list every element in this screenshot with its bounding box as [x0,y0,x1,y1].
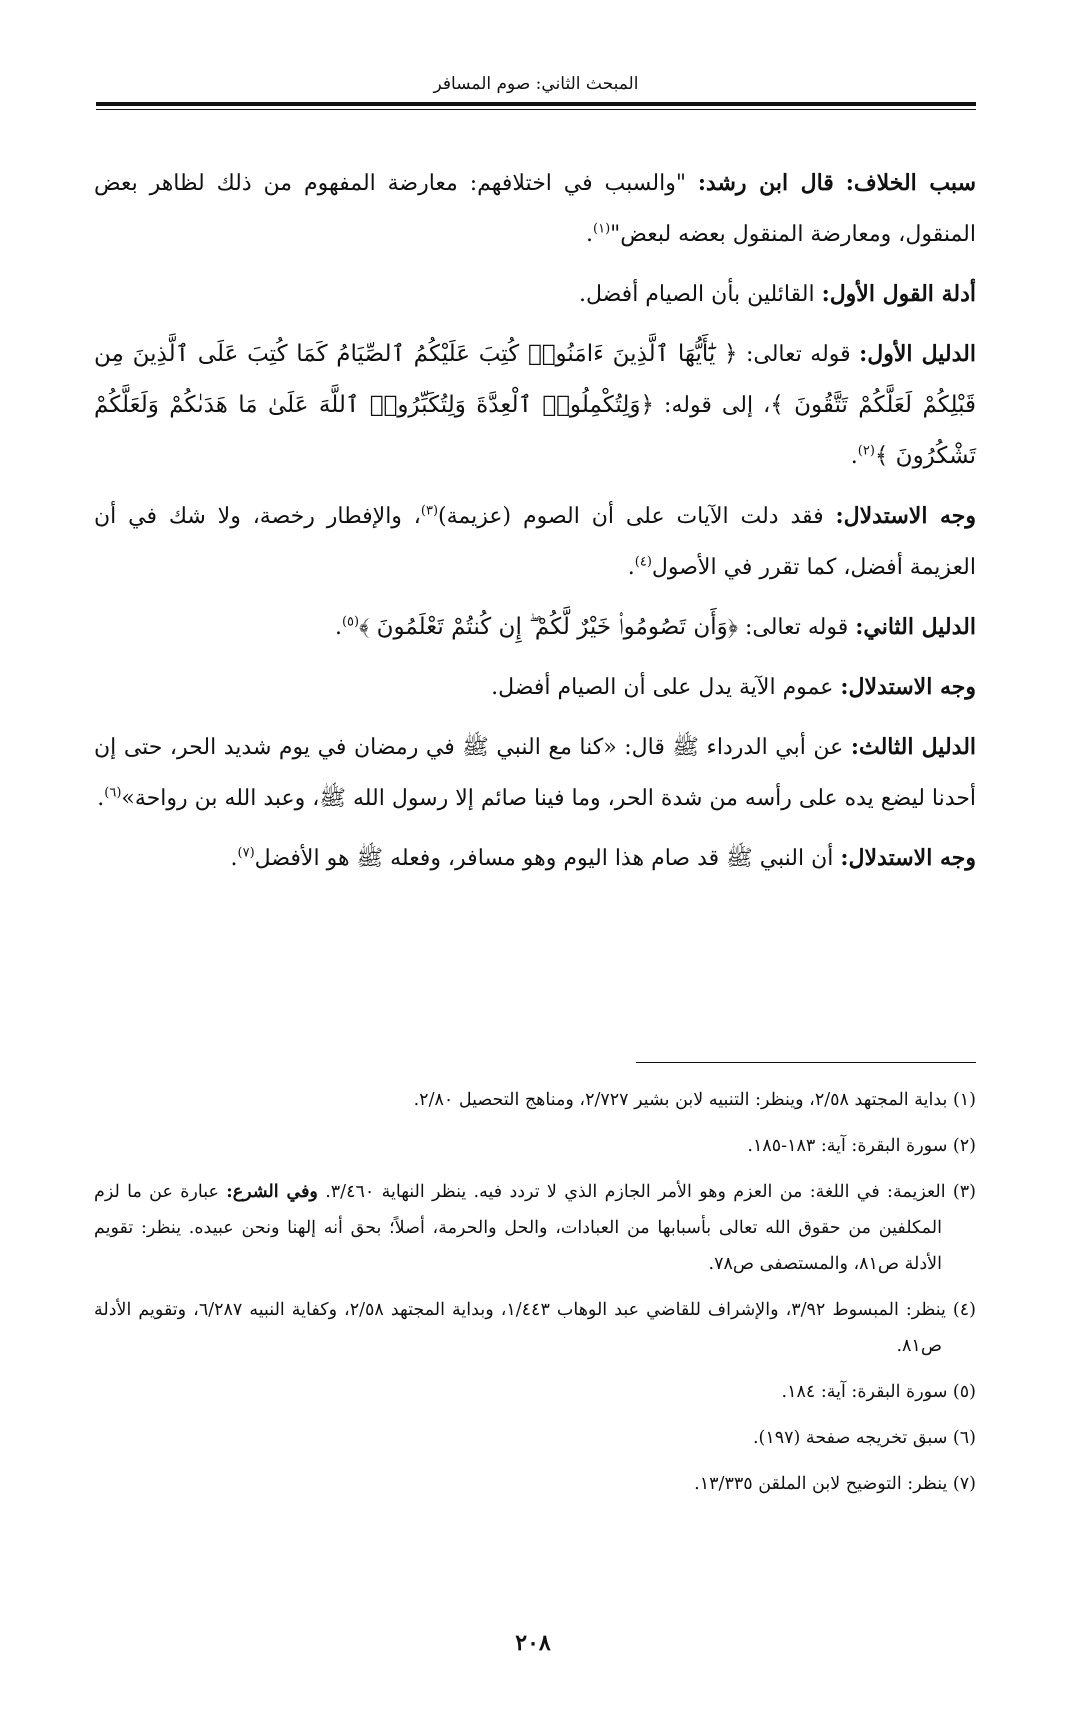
paragraph-text: قوله تعالى: [737,615,856,640]
footnote-3 [94,1174,976,1282]
footnote-ref[interactable]: (٢) [857,443,875,459]
paragraph-end: . [586,222,594,247]
footnote-6: (٦) سبق تخريجه صفحة (١٩٧). [752,1428,976,1448]
paragraph-end: . [627,555,635,580]
paragraph-third-evidence [94,722,976,824]
paragraph-inference-2 [94,662,976,713]
paragraph-text: قوله تعالى: [737,342,860,367]
footnote-1: (١) بداية المجتهد ٢/٥٨، وينظر: التنبيه لابن بشير ٢/٧٢٧، ومناهج التحصيل ٢/٨٠. [413,1090,976,1110]
paragraph-text: ، إلى قوله: [653,393,771,418]
footnote-ref[interactable]: (١) [593,221,611,237]
paragraph-label: الدليل الأول: [859,341,976,367]
footnote-ref[interactable]: (٣) [420,503,439,519]
header-rule-thin [96,109,976,110]
footnote-ref[interactable]: (٧) [237,845,255,861]
paragraph-inference-1 [94,491,976,593]
footnote-5: (٥) سورة البقرة: آية: ١٨٤. [781,1382,976,1402]
footnote-ref[interactable]: (٤) [634,554,652,570]
footnote-2: (٢) سورة البقرة: آية: ١٨٣-١٨٥. [747,1136,976,1156]
quran-verse: ﴿ يَٰٓأَيُّهَا ٱلَّذِينَ ءَامَنُوا۟ كُتِبَ عَلَيْكُمُ ٱلصِّيَامُ كَمَا كُتِبَ عَلَى ٱلَّذِينَ مِن قَبْلِكُمْ لَعَلَّكُمْ تَتَّقُونَ ﴾ [94,341,976,418]
quran-verse: ﴿وَلِتُكْمِلُوا۟ ٱلْعِدَّةَ وَلِتُكَبِّرُوا۟ ٱللَّهَ عَلَىٰ مَا هَدَىٰكُمْ وَلَعَلَّكُمْ تَشْكُرُونَ ﴾ [94,392,976,469]
paragraph-text: القائلين بأن الصيام أفضل. [578,282,822,307]
paragraph-text: "والسبب في اختلافهم: معارضة المفهوم من ذلك لظاهر بعض المنقول، ومعارضة المنقول بعضه لبعض" [94,171,976,247]
paragraph-label: الدليل الثالث: [850,734,977,760]
paragraph-label: وجه الاستدلال: [840,674,976,700]
main-text [94,158,976,893]
footnote-4: (٤) ينظر: المبسوط ٣/٩٢، والإشراف للقاضي عبد الوهاب ١/٤٤٣، وبداية المجتهد ٢/٥٨، وكفاية النبيه ٦/٢٨٧، وتقويم الأدلة ص٨١. [94,1300,976,1356]
paragraph-text: أن النبي ﷺ قد صام هذا اليوم وهو مسافر، وفعله ﷺ هو الأفضل [254,846,841,871]
paragraph-end: . [850,444,858,469]
paragraph-text: عن أبي الدرداء ﷺ قال: «كنا مع النبي ﷺ في رمضان في يوم شديد الحر، حتى إن أحدنا ليضع يده على رأسه من شدة الحر، وما فينا صائم إلا رسول الله ﷺ، وعبد الله بن رواحة» [94,735,976,811]
paragraph-text: ، والإفطار رخصة، ولا شك في أن العزيمة أفضل، كما تقرر في الأصول [94,504,976,580]
footnote-text: عبارة عن ما لزم المكلفين من حقوق الله تعالى بأسبابها من العبادات، والحل والحرمة، أصلاً؛ بحق أنه إلهنا ونحن عبيده. ينظر: تقويم الأدلة ص٨١، والمستصفى ص٧٨. [94,1182,942,1274]
paragraph-label: الدليل الثاني: [855,614,976,640]
running-header: المبحث الثاني: صوم المسافر [433,74,639,94]
quran-verse: ﴿وَأَن تَصُومُوا۟ خَيْرٌ لَّكُمْ ۖ إِن كُنتُمْ تَعْلَمُونَ ﴾ [359,614,738,640]
paragraph-label: وجه الاستدلال: [835,503,977,529]
paragraph-label: أدلة القول الأول: [821,281,976,307]
footnote-bold-term: وفي الشرع: [226,1182,318,1202]
paragraph-text: فقد دلت الآيات على أن الصوم (عزيمة) [438,504,836,529]
page-number: ٢٠٨ [515,1630,551,1656]
footnote-ref[interactable]: (٥) [341,614,360,630]
paragraph-label: وجه الاستدلال: [840,845,976,871]
paragraph-first-evidence [94,329,976,482]
paragraph-label: سبب الخلاف: [845,170,977,196]
footnote-7: (٧) ينظر: التوضيح لابن الملقن ١٣/٣٣٥. [694,1474,976,1494]
footnote-ref[interactable]: (٦) [104,785,122,801]
paragraph-end: . [334,615,342,640]
paragraph-text: عموم الآية يدل على أن الصيام أفضل. [491,675,841,700]
paragraph-reason-of-dispute [94,158,976,260]
paragraph-end: . [97,786,105,811]
paragraph-second-evidence [94,602,976,653]
paragraph-first-opinion-evidence [94,269,976,320]
footnote-separator [636,1062,976,1063]
paragraph-label-secondary: قال ابن رشد: [697,170,834,196]
paragraph-inference-3 [94,833,976,884]
paragraph-end: . [230,846,238,871]
footnote-text: (٣) العزيمة: في اللغة: من العزم وهو الأمر الجازم الذي لا تردد فيه. ينظر النهاية ٣/٤٦٠. [317,1182,976,1202]
footnotes [94,1082,976,1512]
header-rule [96,102,976,106]
